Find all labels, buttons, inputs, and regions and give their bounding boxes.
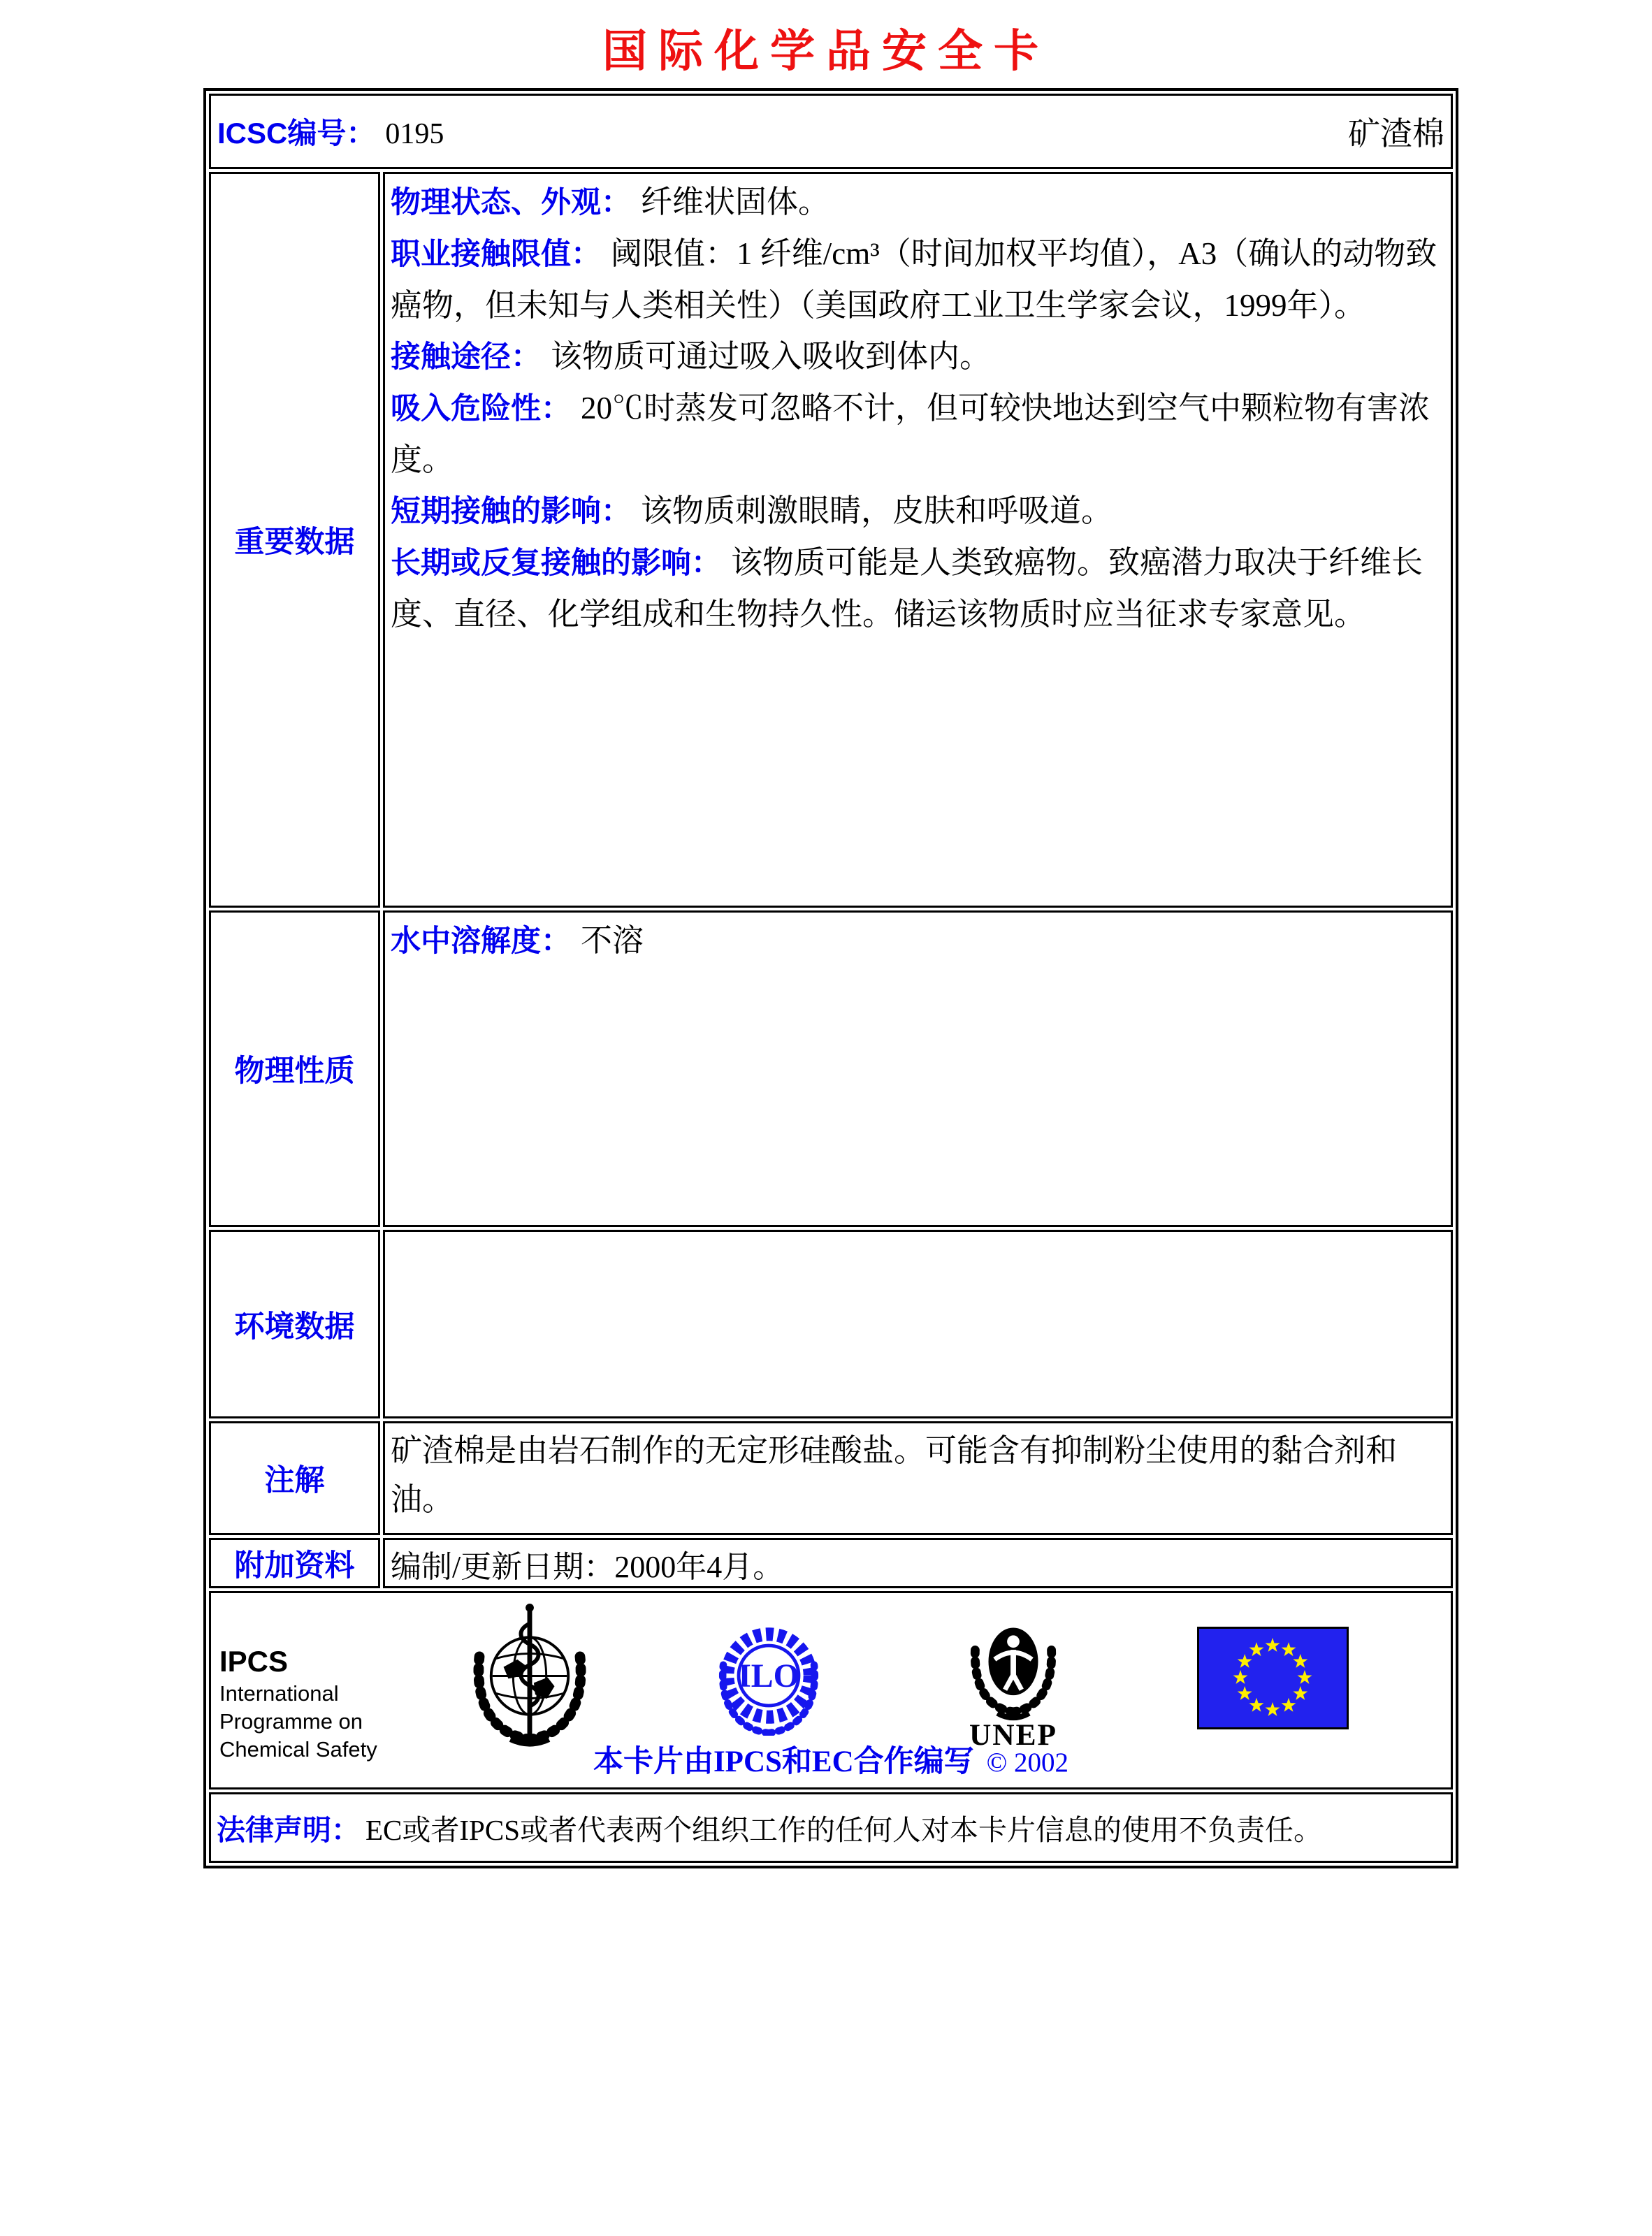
notes-row bbox=[209, 1421, 1453, 1535]
field-value: 阈限值：1 纤维/cm³（时间加权平均值），A3（确认的动物致癌物，但未知与人类相关性）（美国政府工业卫生学家会议，1999年）。 bbox=[391, 236, 1437, 323]
field-label: 职业接触限值： bbox=[391, 238, 601, 271]
ilo-logo-icon bbox=[709, 1616, 829, 1736]
who-logo-icon bbox=[460, 1602, 600, 1750]
data-item bbox=[391, 915, 1445, 967]
legal-label: 法律声明： bbox=[217, 1814, 360, 1846]
data-item bbox=[391, 383, 1445, 486]
field-value: 20℃时蒸发可忽略不计，但可较快地达到空气中颗粒物有害浓度。 bbox=[391, 391, 1430, 477]
field-label: 长期或反复接触的影响： bbox=[391, 546, 721, 580]
ipcs-line: Chemical Safety bbox=[219, 1737, 377, 1762]
field-label: 水中溶解度： bbox=[391, 924, 571, 958]
field-value: 该物质可通过吸入吸收到体内。 bbox=[551, 339, 992, 374]
field-value: 该物质可能是人类致癌物。致癌潜力取决于纤维长度、直径、化学组成和生物持久性。储运该物质时应当征求专家意见。 bbox=[391, 545, 1423, 632]
ipcs-acronym: IPCS bbox=[219, 1645, 289, 1678]
field-label: 短期接触的影响： bbox=[391, 495, 631, 528]
data-item bbox=[391, 486, 1445, 537]
footer-copyright: © 2002 bbox=[986, 1748, 1069, 1778]
data-item bbox=[391, 177, 1445, 228]
field-value: 纤维状固体。 bbox=[641, 184, 830, 219]
unep-logo-text: UNEP bbox=[969, 1718, 1057, 1751]
data-item bbox=[391, 331, 1445, 383]
physical-properties-row bbox=[209, 910, 1453, 1227]
page-title: 国际化学品安全卡 bbox=[602, 27, 1050, 76]
environmental-data-row bbox=[209, 1230, 1453, 1418]
additional-info-row bbox=[209, 1538, 1453, 1588]
icsc-number-label: ICSC编号： bbox=[217, 117, 376, 150]
physical-properties-row-label: 物理性质 bbox=[209, 910, 380, 1227]
field-label: 接触途径： bbox=[391, 340, 541, 374]
field-value: 不溶 bbox=[581, 923, 644, 958]
footer-caption bbox=[211, 1738, 1451, 1780]
ilo-logo-text: ILO bbox=[738, 1657, 799, 1695]
notes-content: 矿渣棉是由岩石制作的无定形硅酸盐。可能含有抑制粉尘使用的黏合剂和油。 bbox=[391, 1433, 1398, 1517]
important-data-row bbox=[209, 172, 1453, 908]
substance-name: 矿渣棉 bbox=[1348, 116, 1444, 152]
eu-flag-icon bbox=[1197, 1627, 1349, 1729]
icsc-card-table bbox=[203, 88, 1458, 1868]
header-row bbox=[209, 94, 1453, 169]
ipcs-line: International bbox=[219, 1681, 339, 1706]
ipcs-line: Programme on bbox=[219, 1709, 363, 1734]
data-item bbox=[391, 537, 1445, 640]
icsc-number-value: 0195 bbox=[385, 118, 444, 150]
footer-caption-text: 本卡片由IPCS和EC合作编写 bbox=[593, 1745, 974, 1778]
field-value: 该物质刺激眼睛，皮肤和呼吸道。 bbox=[641, 493, 1113, 528]
field-label: 物理状态、外观： bbox=[391, 186, 631, 219]
logos-row bbox=[209, 1591, 1453, 1789]
icsc-number-group bbox=[217, 110, 444, 152]
environmental-data-row-label: 环境数据 bbox=[209, 1230, 380, 1418]
field-label: 吸入危险性： bbox=[391, 392, 571, 426]
important-data-row-label: 重要数据 bbox=[209, 172, 380, 908]
additional-info-row-label: 附加资料 bbox=[209, 1538, 380, 1588]
data-item bbox=[391, 228, 1445, 331]
notes-row-label: 注解 bbox=[209, 1421, 380, 1535]
legal-row bbox=[209, 1792, 1453, 1863]
unep-logo-icon bbox=[954, 1603, 1073, 1751]
legal-text: EC或者IPCS或者代表两个组织工作的任何人对本卡片信息的使用不负责任。 bbox=[365, 1814, 1322, 1846]
additional-info-content: 编制/更新日期：2000年4月。 bbox=[391, 1550, 784, 1584]
